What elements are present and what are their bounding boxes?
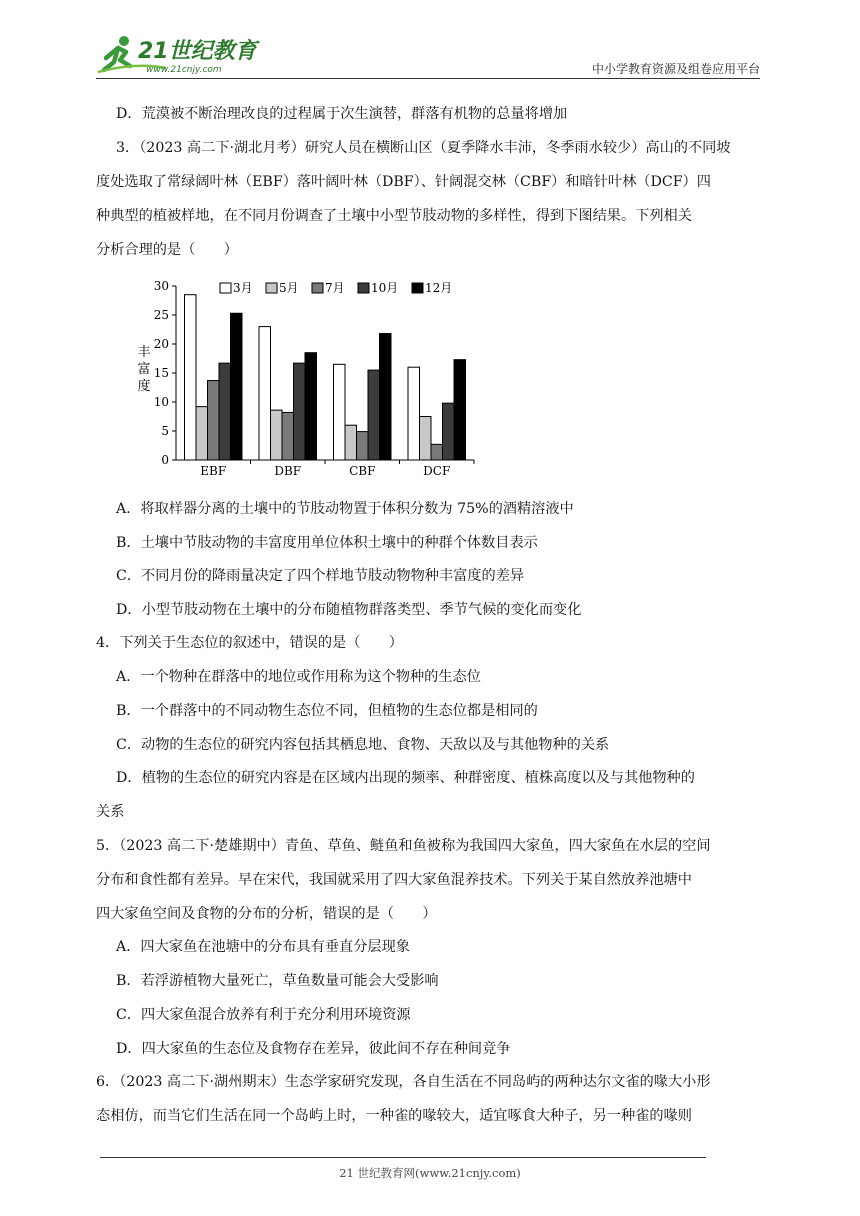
bar-DBF-10月 [294,363,306,460]
bar-EBF-10月 [219,363,231,460]
bar-DBF-5月 [271,410,283,460]
legend-swatch-7月 [312,283,323,293]
bar-CBF-7月 [357,432,369,460]
text-line-q3-b: B．土壤中节肢动物的丰富度用单位体积土壤中的种群个体数目表示 [116,535,538,551]
y-axis-label-char: 度 [137,379,151,394]
page-header [96,32,764,78]
soil-arthropod-richness-chart [132,276,482,486]
y-tick-label: 20 [153,337,169,351]
text-line-q4-b: B．一个群落中的不同动物生态位不同，但植物的生态位都是相同的 [116,703,538,719]
footer-divider [100,1157,706,1158]
text-line-q5-c: C．四大家鱼混合放养有利于充分利用环境资源 [116,1007,411,1023]
x-tick-label: DBF [274,464,302,478]
logo-url-text: www.21cnjy.com [146,65,222,75]
bar-DCF-7月 [431,444,443,460]
legend-label: 7月 [325,281,345,295]
text-line-q4-1: 4．下列关于生态位的叙述中，错误的是（ ） [96,635,403,651]
legend-swatch-3月 [220,283,231,293]
bar-EBF-5月 [196,407,208,460]
header-divider [96,78,760,79]
bar-DCF-10月 [443,403,455,460]
text-line-q3-3: 种典型的植被样地，在不同月份调查了土壤中小型节肢动物的多样性，得到下图结果。下列相关 [96,208,692,224]
legend-swatch-12月 [412,283,423,293]
text-line-q4-c: C．动物的生态位的研究内容包括其栖息地、食物、天敌以及与其他物种的关系 [116,737,610,753]
y-axis-label-char: 丰 [137,345,151,360]
bar-EBF-3月 [185,295,197,460]
text-line-q5-2: 分布和食性都有差异。早在宋代，我国就采用了四大家鱼混养技术。下列关于某自然放养池塘中 [96,872,692,888]
legend-label: 3月 [233,281,253,295]
text-line-q3-a: A．将取样器分离的土壤中的节肢动物置于体积分数为 75%的酒精溶液中 [116,501,574,517]
text-line-q4-a: A．一个物种在群落中的地位或作用称为这个物种的生态位 [116,669,481,685]
bar-DCF-12月 [454,360,466,460]
y-tick-label: 30 [153,279,169,293]
bar-CBF-12月 [380,334,392,460]
x-tick-label: DCF [423,464,451,478]
legend-swatch-5月 [266,283,277,293]
x-tick-label: CBF [349,464,376,478]
bar-DBF-3月 [259,327,271,460]
y-tick-label: 0 [161,453,169,467]
legend-label: 12月 [425,281,453,295]
bar-DBF-7月 [282,412,294,460]
bar-DCF-3月 [408,367,420,460]
y-tick-label: 5 [161,424,169,438]
runner-logo-icon [96,32,266,76]
bar-EBF-12月 [231,313,243,460]
text-line-q3-c: C．不同月份的降雨量决定了四个样地节肢动物物种丰富度的差异 [116,568,525,584]
y-tick-label: 10 [153,395,169,409]
text-line-q5-d: D．四大家鱼的生态位及食物存在差异，彼此间不存在种间竞争 [116,1041,511,1057]
legend-label: 10月 [371,281,399,295]
text-line-q6-1: 6．（2023 高二下·湖州期末）生态学家研究发现，各自生活在不同岛屿的两种达尔文雀的喙大小形 [96,1074,711,1090]
text-line-q5-3: 四大家鱼空间及食物的分布的分析，错误的是（ ） [96,906,437,922]
bar-EBF-7月 [208,381,220,460]
logo-text: 21世纪教育 [138,39,257,64]
legend-label: 5月 [279,281,299,295]
text-line-q5-1: 5．（2023 高二下·楚雄期中）青鱼、草鱼、鲢鱼和鱼被称为我国四大家鱼，四大家鱼在水层的空间 [96,838,711,854]
legend-swatch-10月 [358,283,369,293]
text-line-q4-d1: D．植物的生态位的研究内容是在区域内出现的频率、种群密度、植株高度以及与其他物种的 [116,770,695,786]
x-tick-label: EBF [200,464,227,478]
text-line-q3-4: 分析合理的是（ ） [96,242,238,258]
platform-name: 中小学教育资源及组卷应用平台 [591,62,760,76]
page-footer: 21 世纪教育网(www.21cnjy.com) [339,1166,521,1180]
bar-CBF-5月 [345,425,357,460]
y-tick-label: 15 [153,366,169,380]
y-tick-label: 25 [153,308,169,322]
bar-CBF-10月 [368,370,380,460]
y-axis-label-char: 富 [137,362,151,377]
bar-CBF-3月 [334,364,346,460]
site-logo [96,32,266,76]
text-line-q6-2: 态相仿，而当它们生活在同一个岛屿上时，一种雀的喙较大，适宜啄食大种子，另一种雀的喙则 [96,1108,692,1124]
bar-DCF-5月 [420,417,432,461]
text-line-q4-d2: 关系 [96,804,125,820]
text-line-q5-a: A．四大家鱼在池塘中的分布具有垂直分层现象 [116,939,410,955]
text-line-q5-b: B．若浮游植物大量死亡，草鱼数量可能会大受影响 [116,973,439,989]
text-line-q3-2: 度处选取了常绿阔叶林（EBF）落叶阔叶林（DBF）、针阔混交林（CBF）和暗针叶林（DCF）四 [96,174,711,190]
text-line-q3-d: D．小型节肢动物在土壤中的分布随植物群落类型、季节气候的变化而变化 [116,602,582,618]
text-line-q2-d: D．荒漠被不断治理改良的过程属于次生演替，群落有机物的总量将增加 [116,106,568,122]
bar-DBF-12月 [305,353,317,460]
text-line-q3-1: 3．（2023 高二下·湖北月考）研究人员在横断山区（夏季降水丰沛，冬季雨水较少）高山的不同坡 [116,140,731,156]
